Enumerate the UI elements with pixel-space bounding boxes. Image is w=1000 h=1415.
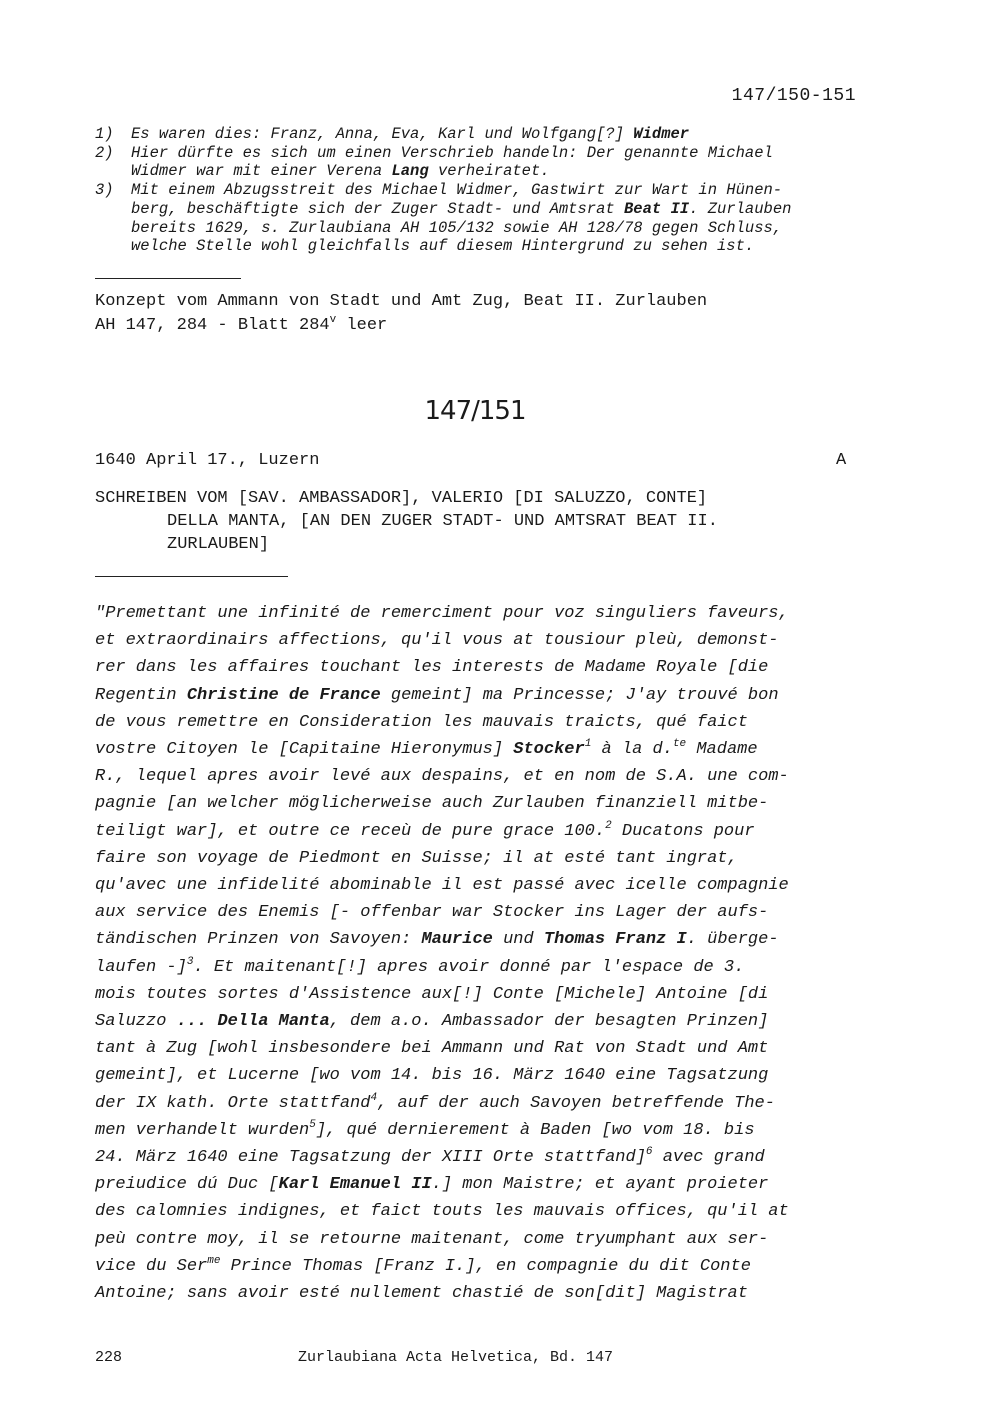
footnote-3 [95, 181, 885, 200]
text-line: mois toutes sortes d'Assistence aux[!] Conte [Michele] Antoine [di [95, 984, 769, 1004]
footer-title: Zurlaubiana Acta Helvetica, Bd. 147 [298, 1349, 614, 1366]
text-line: "Premettant une infinité de remerciment pour voz singuliers faveurs, [95, 604, 789, 623]
footnote-number: 3) [95, 181, 114, 200]
text-line: qu'avec une infidelité abominable il est passé avec icelle compagnie [95, 876, 789, 896]
text-line: vice du Ser$^{me}$ Prince Thomas [Franz I.], en compagnie du dit Conte [95, 1254, 751, 1276]
footnote-3-continuation: welche Stelle wohl gleichfalls auf diesem Hintergrund zu sehen ist. [131, 237, 755, 256]
text-line: tant à Zug [wohl insbesondere bei Ammann und Rat von Stadt und Amt [95, 1039, 769, 1059]
document-number: 147/151 [424, 396, 526, 426]
source-line-2: AH 147, 284 - Blatt 284$^v$ leer [95, 314, 388, 335]
text-line: des calomnies indignes, et faict touts les mauvais offices, qu'il at [95, 1202, 789, 1222]
text-line: et extraordinairs affections, qu'il vous at tousiour pleù, demonst- [95, 631, 779, 651]
heading-line: DELLA MANTA, [AN DEN ZUGER STADT- UND AMTSRAT BEAT II. [167, 512, 718, 531]
source-line-1: Konzept vom Ammann von Stadt und Amt Zug, Beat II. Zurlauben [95, 292, 708, 311]
text-line: tändischen Prinzen von Savoyen: Maurice und Thomas Franz I. überge- [95, 930, 779, 950]
footnote-number: 2) [95, 143, 114, 162]
footnote-divider [95, 278, 241, 279]
document-letter: A [836, 451, 847, 470]
text-line: Regentin Christine de France gemeint] ma Princesse; J'ay trouvé bon [95, 685, 779, 705]
text-line: der IX kath. Orte stattfand$^4$, auf der auch Savoyen betreffende The- [95, 1091, 775, 1113]
text-line: 24. März 1640 eine Tagsatzung der XIII Orte stattfand]$^6$ avec grand [95, 1146, 765, 1168]
text-line: pagnie [an welcher möglicherweise auch Zurlauben finanziell mitbe- [95, 794, 769, 814]
text-line: peù contre moy, il se retourne maitenant, come tryumphant aux ser- [95, 1229, 769, 1249]
dateline: 1640 April 17., Luzern [95, 451, 320, 470]
text-line: laufen -]$^3$. Et maitenant[!] apres avoir donné par l'espace de 3. [95, 955, 745, 977]
text-line: Antoine; sans avoir esté nullement chastié de son[dit] Magistrat [95, 1284, 748, 1304]
footnote-text: Hier dürfte es sich um einen Verschrieb handeln: Der genannte Michael [131, 143, 773, 162]
heading-divider [95, 576, 288, 577]
text-line: preiudice dú Duc [Karl Emanuel II.] mon Maistre; et ayant proieter [95, 1175, 769, 1195]
footnote-3-continuation: bereits 1629, s. Zurlaubiana AH 105/132 sowie AH 128/78 gegen Schluss, [131, 218, 783, 237]
text-line: rer dans les affaires touchant les interests de Madame Royale [die [95, 658, 769, 678]
document-heading [95, 487, 718, 556]
text-line: vostre Citoyen le [Capitaine Hieronymus] Stocker$^1$ à la d.$^{te}$ Madame [95, 738, 758, 760]
footnote-text: Es waren dies: Franz, Anna, Eva, Karl und Wolfgang[?] Widmer [131, 125, 690, 143]
footnotes [95, 125, 885, 256]
heading-line: ZURLAUBEN] [167, 535, 270, 554]
footnote-3-continuation: berg, beschäftigte sich der Zuger Stadt- und Amtsrat Beat II. Zurlauben [131, 199, 792, 218]
text-line: de vous remettre en Consideration les mauvais traicts, qué faict [95, 712, 748, 732]
text-line: aux service des Enemis [- offenbar war Stocker ins Lager der aufs- [95, 903, 769, 923]
text-line: Saluzzo ... Della Manta, dem a.o. Ambassador der besagten Prinzen] [95, 1012, 769, 1032]
source-note [95, 290, 707, 338]
footnote-2 [95, 144, 885, 163]
footnote-2-continuation: Widmer war mit einer Verena Lang verheiratet. [131, 162, 550, 181]
text-line: faire son voyage de Piedmont en Suisse; il at esté tant ingrat, [95, 848, 738, 868]
page-number: 228 [95, 1349, 123, 1366]
footnote-number: 1) [95, 125, 114, 143]
text-line: gemeint], et Lucerne [wo vom 14. bis 16. März 1640 eine Tagsatzung [95, 1066, 769, 1086]
footnote-1 [95, 125, 885, 144]
text-line: men verhandelt wurden$^5$], qué dernierement à Baden [wo vom 18. bis [95, 1118, 755, 1140]
letter-body [95, 600, 789, 1307]
text-line: teiligt war], et outre ce receù de pure grace 100.$^2$ Ducatons pour [95, 819, 755, 841]
heading-line: SCHREIBEN VOM [SAV. AMBASSADOR], VALERIO [DI SALUZZO, CONTE] [95, 489, 708, 508]
footnote-text: Mit einem Abzugsstreit des Michael Widmer, Gastwirt zur Wart in Hünen- [131, 181, 783, 200]
text-line: R., lequel apres avoir levé aux despains, et en nom de S.A. une com- [95, 767, 789, 787]
page-reference: 147/150-151 [731, 86, 856, 106]
